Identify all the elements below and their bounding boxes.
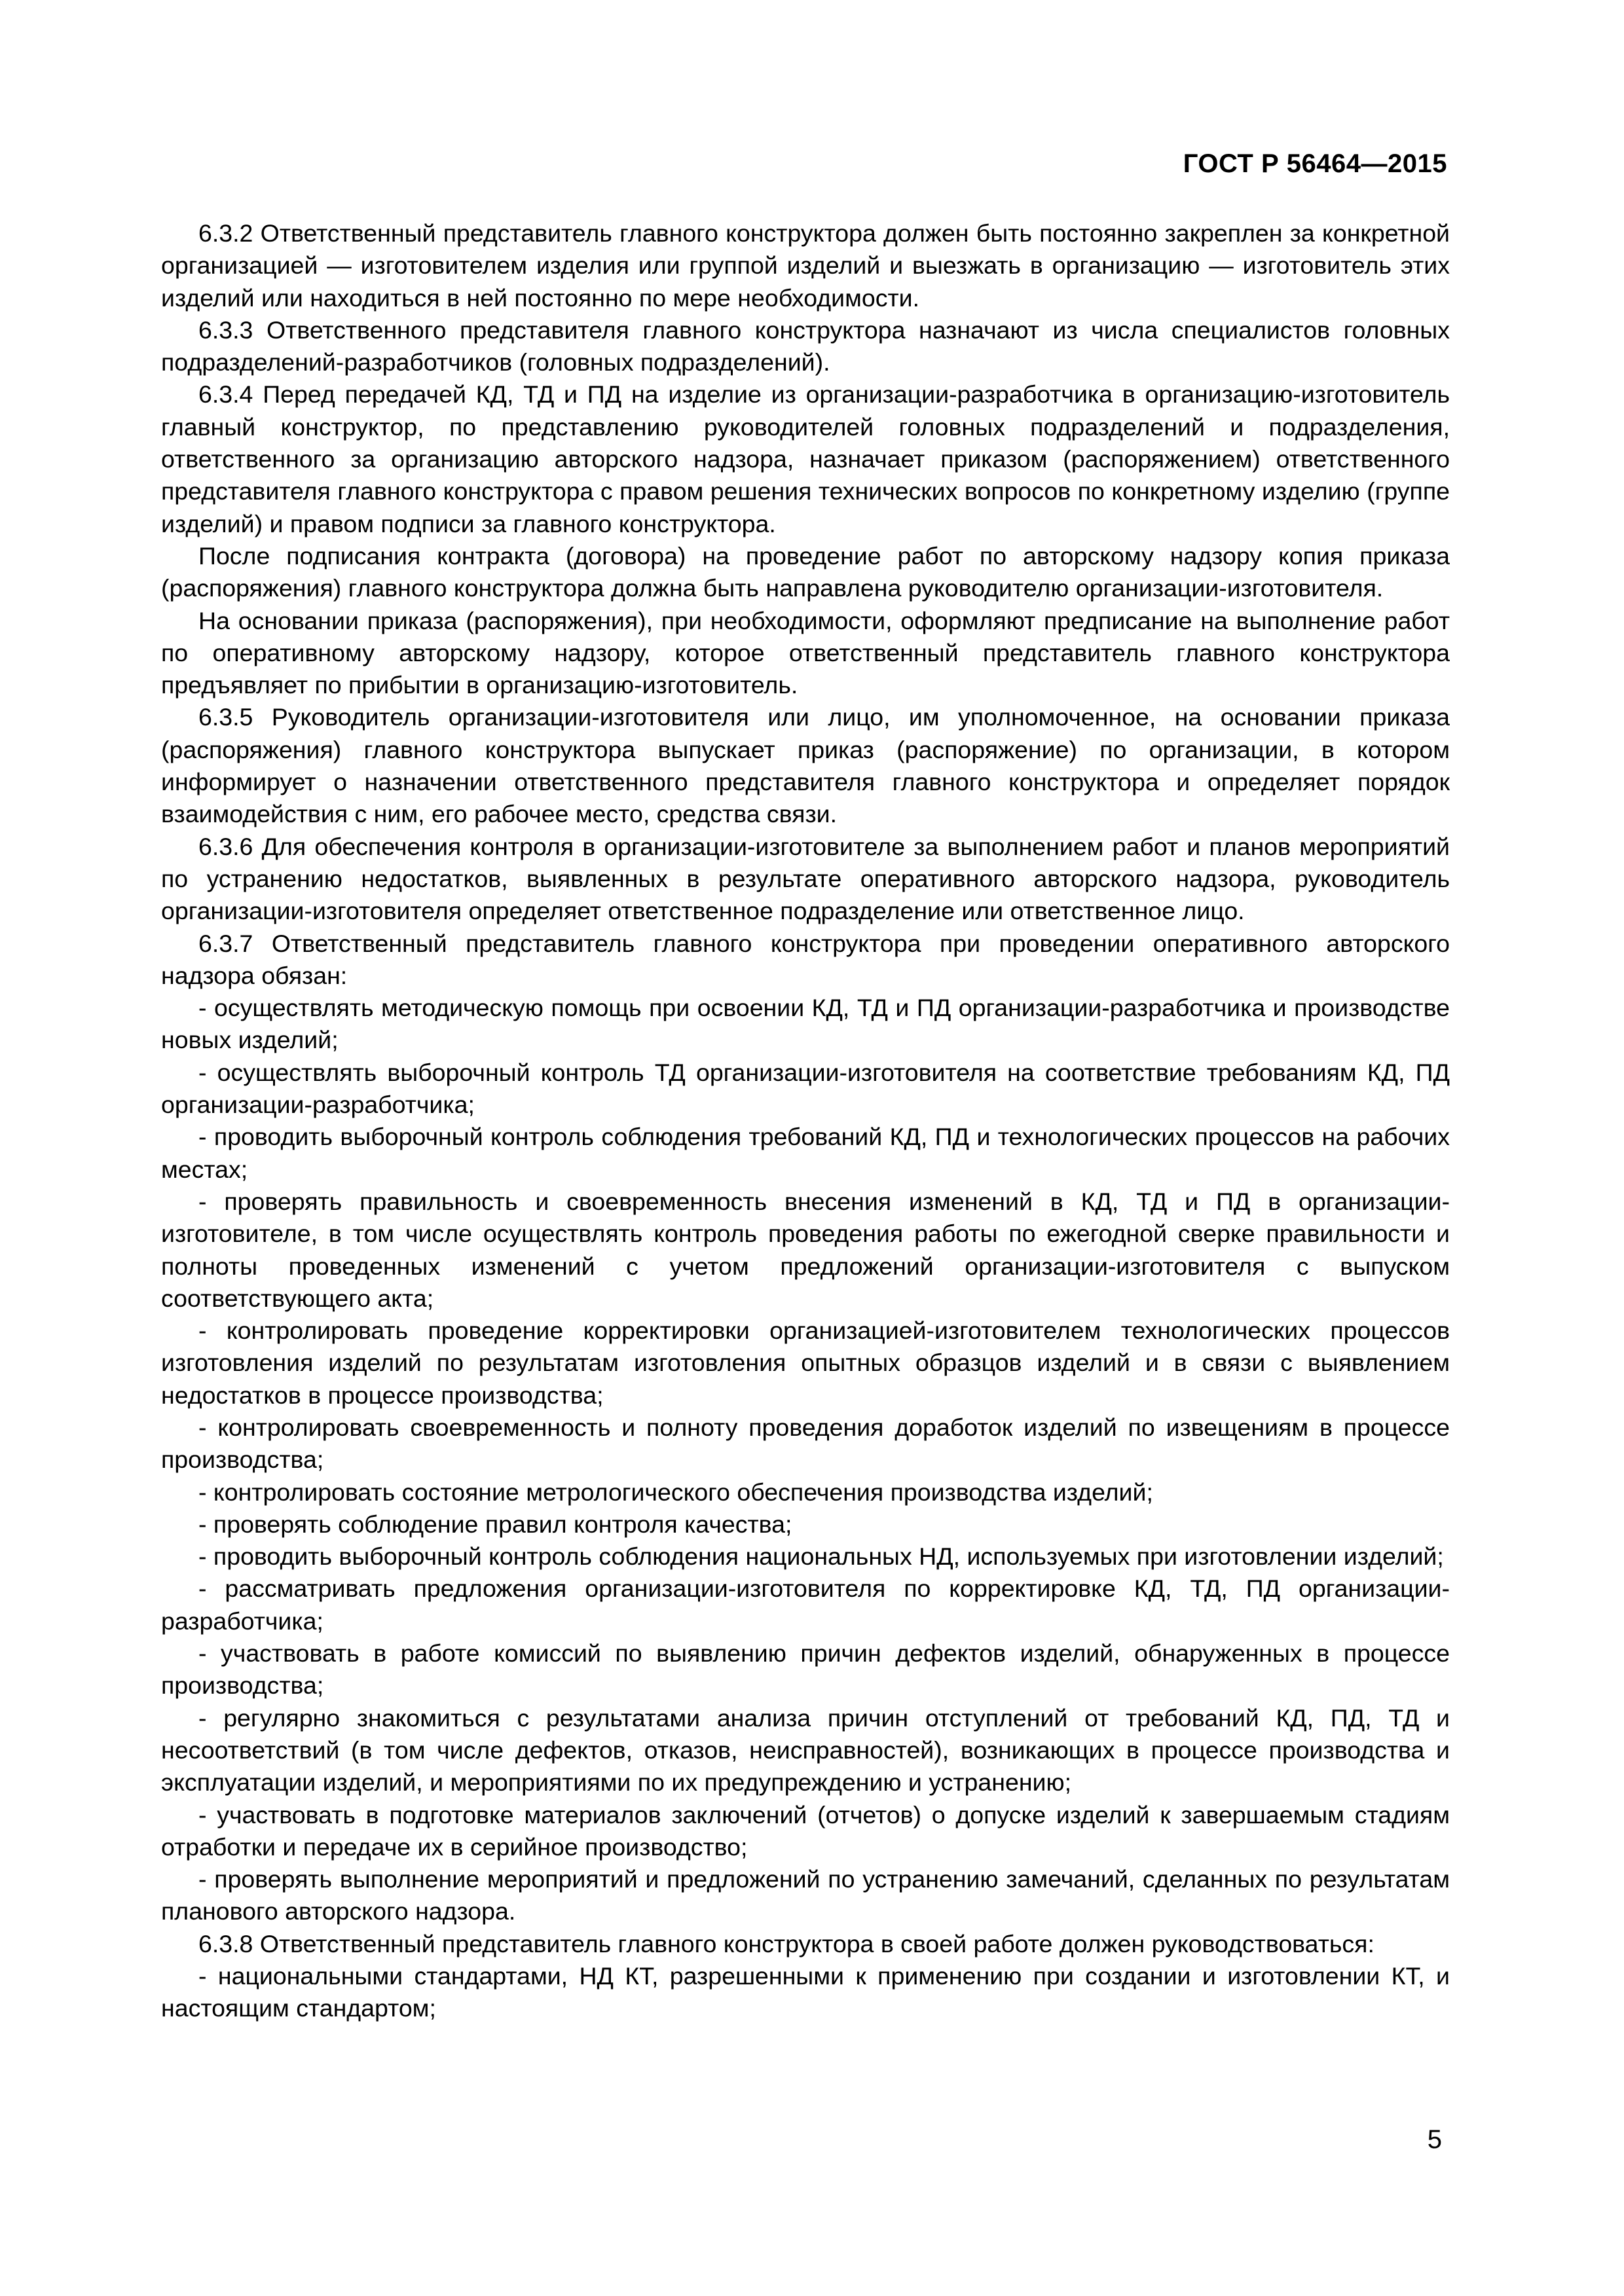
paragraph-6-3-4: 6.3.4 Перед передачей КД, ТД и ПД на изделие из организации-разработчика в организацию-изготовитель главный конструктор, по представлению руководителей головных подразделений и подразделения, ответственного за организацию авторского надзора, назначает приказом (распоряжением) ответственного представителя главного конструктора с правом решения технических вопросов по конкретному изделию (группе изделий) и правом подписи за главного конструктора. [161, 380, 1450, 538]
list-item: - регулярно знакомиться с результатами анализа причин отступлений от требований КД, ПД, ТД и несоответствий (в том числе дефектов, отказов, неисправностей), возникающих в процессе производства и эксплуатации изделий, и мероприятиями по их предупреждению и устранению; [161, 1704, 1450, 1796]
list-item: - участвовать в подготовке материалов заключений (отчетов) о допуске изделий к завершаемым стадиям отработки и передаче их в серийное производство; [161, 1800, 1450, 1861]
list-item: - проверять выполнение мероприятий и предложений по устранению замечаний, сделанных по результатам планового авторского надзора. [161, 1865, 1450, 1925]
list-item: - рассматривать предложения организации-изготовителя по корректировке КД, ТД, ПД организации-разработчика; [161, 1575, 1450, 1635]
list-item: - национальными стандартами, НД КТ, разрешенными к применению при создании и изготовлении КТ, и настоящим стандартом; [161, 1962, 1450, 2022]
list-item: - осуществлять методическую помощь при освоении КД, ТД и ПД организации-разработчика и производстве новых изделий; [161, 994, 1450, 1054]
list-item: - проводить выборочный контроль соблюдения национальных НД, используемых при изготовлении изделий; [198, 1542, 1444, 1571]
list-item: - осуществлять выборочный контроль ТД организации-изготовителя на соответствие требованиям КД, ПД организации-разработчика; [161, 1058, 1450, 1119]
paragraph: На основании приказа (распоряжения), при необходимости, оформляют предписание на выполнение работ по оперативному авторскому надзору, которое ответственный представитель главного конструктора предъявляет по прибытии в организацию-изготовитель. [161, 606, 1450, 699]
list-item: - проводить выборочный контроль соблюдения требований КД, ПД и технологических процессов на рабочих местах; [161, 1123, 1450, 1183]
list-item: - проверять правильность и своевременность внесения изменений в КД, ТД и ПД в организации-изготовителе, в том числе осуществлять контроль проведения работы по ежегодной сверке правильности и полноты проведенных изменений с учетом предложений организации-изготовителя с выпуском соответствующего акта; [161, 1187, 1450, 1312]
paragraph-6-3-5: 6.3.5 Руководитель организации-изготовителя или лицо, им уполномоченное, на основании приказа (распоряжения) главного конструктора выпускает приказ (распоряжение) по организации, в котором информирует о назначении ответственного представителя главного конструктора и определяет порядок взаимодействия с ним, его рабочее место, средства связи. [161, 703, 1450, 828]
paragraph-6-3-2: 6.3.2 Ответственный представитель главного конструктора должен быть постоянно закреплен за конкретной организацией — изготовителем изделия или группой изделий и выезжать в организацию — изготовитель этих изделий или находиться в ней постоянно по мере необходимости. [161, 219, 1450, 312]
paragraph-6-3-7: 6.3.7 Ответственный представитель главного конструктора при проведении оперативного авторского надзора обязан: [161, 929, 1450, 989]
paragraph: После подписания контракта (договора) на проведение работ по авторскому надзору копия приказа (распоряжения) главного конструктора должна быть направлена руководителю организации-изготовителя. [161, 541, 1450, 602]
list-item: - контролировать своевременность и полноту проведения доработок изделий по извещениям в процессе производства; [161, 1413, 1450, 1474]
document-body [161, 217, 1450, 2025]
page-number: 5 [1427, 2125, 1442, 2154]
list-item: - участвовать в работе комиссий по выявлению причин дефектов изделий, обнаруженных в процессе производства; [161, 1639, 1450, 1700]
paragraph-6-3-8: 6.3.8 Ответственный представитель главного конструктора в своей работе должен руководствоваться: [198, 1929, 1375, 1958]
list-item: - контролировать проведение корректировки организацией-изготовителем технологических процессов изготовления изделий по результатам изготовления опытных образцов изделий и в связи с выявлением недостатков в процессе производства; [161, 1317, 1450, 1409]
paragraph-6-3-3: 6.3.3 Ответственного представителя главного конструктора назначают из числа специалистов головных подразделений-разработчиков (головных подразделений). [161, 316, 1450, 376]
paragraph-6-3-6: 6.3.6 Для обеспечения контроля в организации-изготовителе за выполнением работ и планов мероприятий по устранению недостатков, выявленных в результате оперативного авторского надзора, руководитель организации-изготовителя определяет ответственное подразделение или ответственное лицо. [161, 832, 1450, 925]
list-item: - контролировать состояние метрологического обеспечения производства изделий; [198, 1478, 1153, 1506]
list-item: - проверять соблюдение правил контроля качества; [198, 1510, 792, 1538]
standard-header: ГОСТ Р 56464—2015 [1183, 149, 1447, 178]
